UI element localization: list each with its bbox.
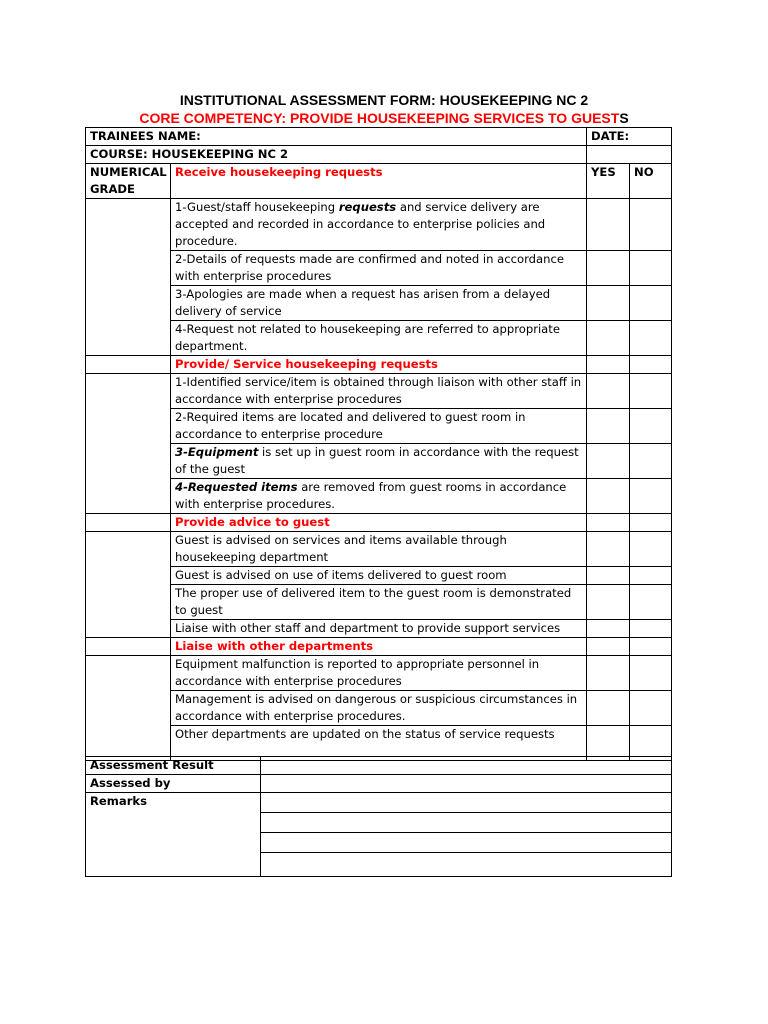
yes-checkbox-cell[interactable] bbox=[587, 286, 630, 321]
criterion-text bbox=[171, 374, 587, 409]
yes-checkbox-cell[interactable] bbox=[587, 444, 630, 479]
criterion-row bbox=[86, 251, 672, 286]
assessed-by-row bbox=[86, 775, 672, 793]
remarks-line[interactable] bbox=[261, 813, 672, 833]
core-competency-title bbox=[0, 110, 768, 126]
criterion-emphasis: requests bbox=[338, 200, 397, 214]
yes-checkbox-cell[interactable] bbox=[587, 656, 630, 691]
section-header-row bbox=[86, 514, 672, 532]
no-checkbox-cell[interactable] bbox=[630, 514, 672, 532]
criterion-text bbox=[171, 286, 587, 321]
criterion-text-part: 4-Request not related to housekeeping are referred to appropriate department. bbox=[175, 322, 560, 353]
section-title: Provide advice to guest bbox=[171, 514, 587, 532]
yes-checkbox-cell[interactable] bbox=[587, 409, 630, 444]
grade-cell[interactable] bbox=[86, 356, 171, 374]
criterion-row bbox=[86, 479, 672, 514]
criterion-text bbox=[171, 620, 587, 638]
criterion-text bbox=[171, 409, 587, 444]
criterion-text bbox=[171, 585, 587, 620]
yes-checkbox-cell[interactable] bbox=[587, 620, 630, 638]
section-title: Receive housekeeping requests bbox=[171, 164, 587, 199]
yes-checkbox-cell[interactable] bbox=[587, 356, 630, 374]
course-field: COURSE: HOUSEKEEPING NC 2 bbox=[86, 146, 587, 164]
no-checkbox-cell[interactable] bbox=[630, 356, 672, 374]
criterion-text bbox=[171, 656, 587, 691]
no-checkbox-cell[interactable] bbox=[630, 286, 672, 321]
assessed-by-label: Assessed by bbox=[86, 775, 261, 793]
section-title: Provide/ Service housekeeping requests bbox=[171, 356, 587, 374]
numerical-grade-cell[interactable] bbox=[86, 656, 171, 761]
criterion-row bbox=[86, 444, 672, 479]
section-header-row bbox=[86, 638, 672, 656]
no-checkbox-cell[interactable] bbox=[630, 620, 672, 638]
trainee-name-row bbox=[86, 128, 672, 146]
criterion-text bbox=[171, 532, 587, 567]
criterion-row bbox=[86, 620, 672, 638]
criterion-text-part: Management is advised on dangerous or suspicious circumstances in accordance with enterprise procedures. bbox=[175, 692, 578, 723]
remarks-line[interactable] bbox=[261, 853, 672, 877]
no-checkbox-cell[interactable] bbox=[630, 199, 672, 251]
criterion-row bbox=[86, 532, 672, 567]
assessment-result-table bbox=[85, 756, 672, 877]
criterion-row bbox=[86, 286, 672, 321]
no-column-header: NO bbox=[630, 164, 672, 199]
criterion-text bbox=[171, 199, 587, 251]
criterion-row bbox=[86, 585, 672, 620]
criterion-emphasis: 4-Requested items bbox=[175, 480, 298, 494]
criterion-row bbox=[86, 199, 672, 251]
section-title: Liaise with other departments bbox=[171, 638, 587, 656]
yes-checkbox-cell[interactable] bbox=[587, 585, 630, 620]
criterion-text bbox=[171, 691, 587, 726]
course-blank-cell[interactable] bbox=[587, 146, 672, 164]
yes-checkbox-cell[interactable] bbox=[587, 532, 630, 567]
yes-checkbox-cell[interactable] bbox=[587, 567, 630, 585]
remarks-label: Remarks bbox=[86, 793, 261, 877]
assessment-table bbox=[85, 127, 672, 761]
criterion-text-part: 1-Identified service/item is obtained through liaison with other staff in accordance with enterprise procedures bbox=[175, 375, 582, 406]
criterion-text-part: The proper use of delivered item to the guest room is demonstrated to guest bbox=[175, 586, 572, 617]
criterion-emphasis: 3-Equipment bbox=[175, 445, 259, 459]
yes-checkbox-cell[interactable] bbox=[587, 691, 630, 726]
criterion-row bbox=[86, 409, 672, 444]
criterion-row bbox=[86, 691, 672, 726]
no-checkbox-cell[interactable] bbox=[630, 321, 672, 356]
criterion-text-part: is set up in guest room in accordance with the request of the guest bbox=[175, 445, 579, 476]
criterion-text-part: 3-Apologies are made when a request has arisen from a delayed delivery of service bbox=[175, 287, 551, 318]
criterion-text-part: Equipment malfunction is reported to appropriate personnel in accordance with enterprise procedures bbox=[175, 657, 540, 688]
grade-cell[interactable] bbox=[86, 638, 171, 656]
criterion-text bbox=[171, 567, 587, 585]
no-checkbox-cell[interactable] bbox=[630, 585, 672, 620]
remarks-line[interactable] bbox=[261, 833, 672, 853]
numerical-grade-cell[interactable] bbox=[86, 532, 171, 638]
no-checkbox-cell[interactable] bbox=[630, 691, 672, 726]
form-title: INSTITUTIONAL ASSESSMENT FORM: HOUSEKEEPING NC 2 bbox=[179, 92, 589, 108]
yes-checkbox-cell[interactable] bbox=[587, 638, 630, 656]
criterion-text-part: Guest is advised on use of items delivered to guest room bbox=[175, 568, 507, 582]
remarks-line[interactable] bbox=[261, 793, 672, 813]
no-checkbox-cell[interactable] bbox=[630, 638, 672, 656]
grade-cell[interactable] bbox=[86, 514, 171, 532]
trainees-name-field[interactable]: TRAINEES NAME: bbox=[86, 128, 587, 146]
criterion-text bbox=[171, 251, 587, 286]
yes-checkbox-cell[interactable] bbox=[587, 479, 630, 514]
criterion-text bbox=[171, 479, 587, 514]
criterion-text bbox=[171, 444, 587, 479]
no-checkbox-cell[interactable] bbox=[630, 479, 672, 514]
no-checkbox-cell[interactable] bbox=[630, 409, 672, 444]
no-checkbox-cell[interactable] bbox=[630, 251, 672, 286]
yes-checkbox-cell[interactable] bbox=[587, 374, 630, 409]
criterion-text bbox=[171, 321, 587, 356]
date-field[interactable]: DATE: bbox=[587, 128, 672, 146]
section-header-row bbox=[86, 164, 672, 199]
criterion-row bbox=[86, 321, 672, 356]
numerical-grade-cell[interactable] bbox=[86, 199, 171, 356]
yes-checkbox-cell[interactable] bbox=[587, 321, 630, 356]
assessment-result-label: Assessment Result bbox=[86, 757, 261, 775]
criterion-text-part: 1-Guest/staff housekeeping bbox=[175, 200, 339, 214]
numerical-grade-cell[interactable] bbox=[86, 374, 171, 514]
no-checkbox-cell[interactable] bbox=[630, 567, 672, 585]
yes-column-header: YES bbox=[587, 164, 630, 199]
yes-checkbox-cell[interactable] bbox=[587, 199, 630, 251]
criterion-row bbox=[86, 374, 672, 409]
no-checkbox-cell[interactable] bbox=[630, 656, 672, 691]
yes-checkbox-cell[interactable] bbox=[587, 514, 630, 532]
course-row bbox=[86, 146, 672, 164]
criterion-text-part: 2-Required items are located and delivered to guest room in accordance to enterprise procedure bbox=[175, 410, 526, 441]
assessment-result-row bbox=[86, 757, 672, 775]
no-checkbox-cell[interactable] bbox=[630, 532, 672, 567]
assessed-by-field[interactable] bbox=[261, 775, 672, 793]
criterion-text-part: 2-Details of requests made are confirmed and noted in accordance with enterprise procedures bbox=[175, 252, 565, 283]
no-checkbox-cell[interactable] bbox=[630, 444, 672, 479]
criterion-text-part: Other departments are updated on the status of service requests bbox=[175, 727, 555, 741]
criterion-text-part: Liaise with other staff and department to provide support services bbox=[175, 621, 561, 635]
remarks-row bbox=[86, 793, 672, 813]
core-competency-tail: S bbox=[619, 110, 629, 126]
yes-checkbox-cell[interactable] bbox=[587, 251, 630, 286]
core-competency-text: CORE COMPETENCY: PROVIDE HOUSEKEEPING SERVICES TO GUEST bbox=[139, 110, 620, 126]
criterion-text-part: are removed from guest rooms in accordance with enterprise procedures. bbox=[175, 480, 567, 511]
section-header-row bbox=[86, 356, 672, 374]
criterion-text-part: and service delivery are accepted and recorded in accordance to enterprise policies and procedure. bbox=[175, 200, 546, 248]
numerical-grade-label: NUMERICAL GRADE bbox=[86, 164, 171, 199]
assessment-result-field[interactable] bbox=[261, 757, 672, 775]
criterion-row bbox=[86, 567, 672, 585]
criterion-text-part: Guest is advised on services and items available through housekeeping department bbox=[175, 533, 507, 564]
criterion-row bbox=[86, 656, 672, 691]
no-checkbox-cell[interactable] bbox=[630, 374, 672, 409]
